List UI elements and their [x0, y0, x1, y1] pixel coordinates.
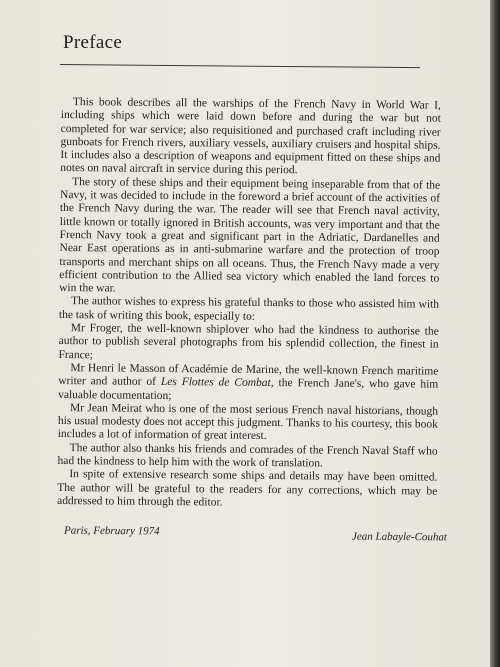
- paragraph-thanks-intro: The author wishes to express his grateful thanks to those who assisted him with the task of writing this book, especially to:: [58, 295, 440, 323]
- paragraph-meirat: Mr Jean Meirat who is one of the most serious French naval historians, though his usual modesty does not accept this judgment. Thanks to his courtesy, this book includes a lot of information of great interest.: [57, 401, 439, 443]
- masson-text-before: Mr Henri le Masson of Académie de Marine, the well-known French maritime writer and author of: [58, 362, 439, 389]
- page-title: Preface: [63, 32, 123, 53]
- paragraph-corrections: In spite of extensive research some ships and details may have been omitted. The author will be grateful to the readers for any corrections, which may be addressed to him through the editor.: [57, 468, 438, 509]
- masson-book-title: Les Flottes de Combat: [160, 376, 271, 390]
- author-signature: Jean Labayle-Couhat: [351, 530, 448, 544]
- paragraph-translation: The author also thanks his friends and comrades of the French Naval Staff who had the kindness to help him with the work of translation.: [57, 441, 438, 470]
- paragraph-masson: [58, 362, 438, 406]
- preface-body: [57, 96, 441, 512]
- place-date: Paris, February 1974: [63, 524, 160, 538]
- paragraph-history: The story of these ships and their equipment being inseparable from that of the Navy, it was decided to include in the foreword a brief account of the activities of the French Navy during the war. The reader will see that French naval activity, little known or totally ignored in British accounts, was very important and that the French Navy took a great and significant part in the Adriatic, Dardanelles and Near East operations as in anti-submarine warfare and the protection of troop transports and merchant ships on all oceans. Thus, the French Navy made a very efficient contribution to the Allied sea victory which enabled the land forces to win the war.: [59, 175, 441, 295]
- title-rule: [60, 64, 420, 68]
- page-edge: [490, 0, 500, 667]
- paragraph-froger: Mr Froger, the well-known shiplover who had the kindness to authorise the author to publish several photographs from his splendid collection, the finest in France;: [58, 322, 439, 361]
- masson-text-after: , the French Jane's, who gave him valuable documentation;: [58, 377, 439, 402]
- paragraph-scope: This book describes all the warships of the French Navy in World War I, including ships which were laid down before and during the war but not completed for war service; also requisitioned and purchased craft including river gunboats for French rivers, auxiliary vessels, auxiliary cruisers and hospital ships. It includes also a description of weapons and equipment fitted on these ships and notes on naval aircraft in service during this period.: [60, 96, 441, 177]
